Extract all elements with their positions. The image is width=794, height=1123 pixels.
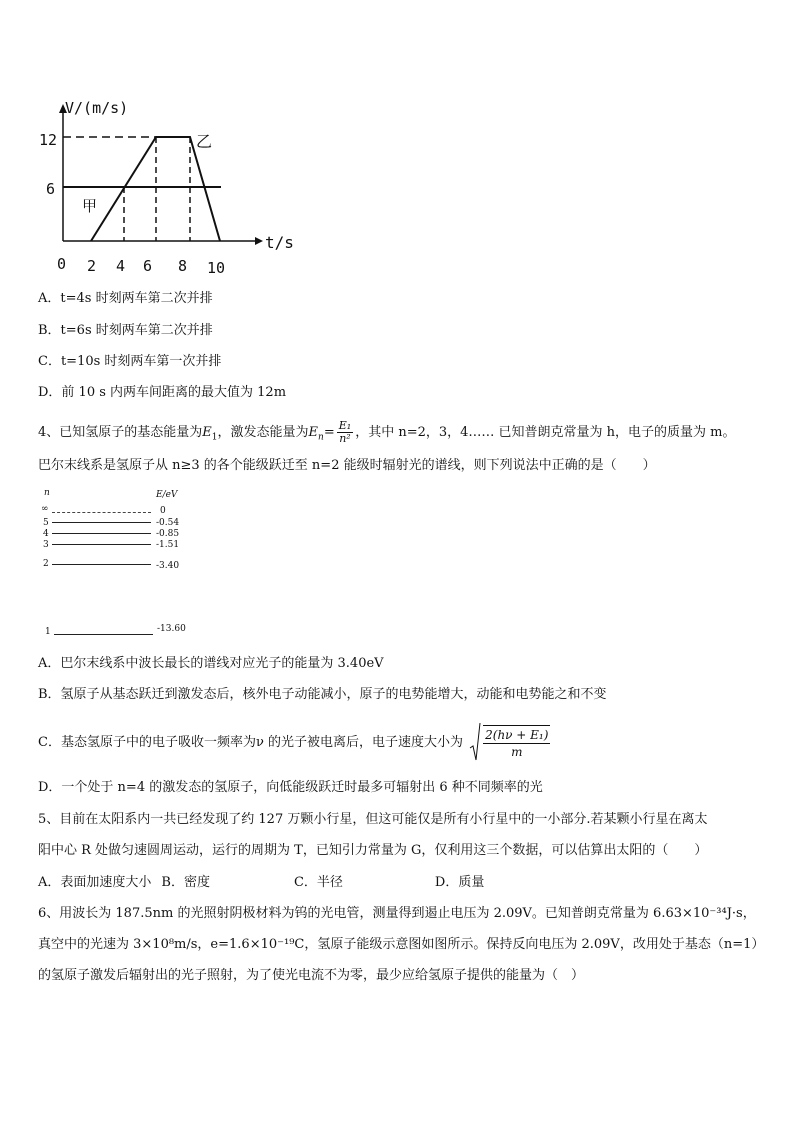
diagram-e-header: E/eV: [156, 490, 178, 500]
level-energy-3: -1.51: [156, 540, 180, 550]
q4-option-c-den: m: [511, 744, 523, 759]
q6-line3: 的氢原子激发后辐射出的光子照射，为了使光电流不为零，最少应给氢原子提供的能量为（ ）: [38, 968, 585, 983]
q4-option-c-sqrt: [469, 722, 552, 763]
level-label-2: 2: [43, 559, 49, 569]
y-tick-6: 6: [46, 180, 56, 198]
level-line-1: [54, 634, 153, 635]
x-tick-2: 2: [87, 257, 97, 275]
q4-option-c-num: 2(hν + E₁): [485, 727, 549, 742]
level-label-5: 5: [43, 518, 49, 528]
q5-option-a: A．表面加速度大小: [38, 875, 152, 890]
q3-option-d: D．前 10 s 内两车间距离的最大值为 12m: [38, 385, 287, 400]
q5-stem-line2: 阳中心 R 处做匀速圆周运动，运行的周期为 T，已知引力常量为 G，仅利用这三个数据，可以估算出太阳的（ ）: [38, 843, 708, 858]
x-tick-10: 10: [207, 259, 226, 277]
q4-option-a: A．巴尔末线系中波长最长的谱线对应光子的能量为 3.40eV: [38, 656, 384, 671]
q5-stem-line1: 5、目前在太阳系内一共已经发现了约 127 万颗小行星，但这可能仅是所有小行星中的一小部分.若某颗小行星在离太: [38, 812, 708, 827]
diagram-n-header: n: [44, 488, 50, 498]
q4-stem-part2: ，激发态能量为: [217, 425, 309, 440]
q4-stem-line2: 巴尔末线系是氢原子从 n≥3 的各个能级跃迁至 n=2 能级时辐射光的谱线，则下列说法中正确的是（ ）: [38, 458, 656, 473]
level-label-inf: ∞: [41, 504, 49, 514]
x-axis-label: t/s: [265, 233, 294, 252]
q4-stem-part3: ，其中 n=2，3，4…… 已知普朗克常量为 h，电子的质量为 m。: [355, 425, 736, 440]
level-line-3: [52, 544, 151, 545]
q3-option-c: C．t=10s 时刻两车第一次并排: [38, 354, 222, 369]
energy-level-diagram: [36, 488, 216, 638]
q5-option-b: B．密度: [161, 875, 210, 890]
level-line-2: [52, 564, 151, 565]
q4-en-sub: n: [318, 432, 324, 443]
q4-stem-part1: 4、已知氢原子的基态能量为: [38, 425, 203, 440]
q4-stem-line1: [38, 420, 736, 447]
q4-frac-den: n²: [339, 432, 351, 445]
label-yi: 乙: [196, 132, 213, 151]
q4-option-c-text: C．基态氢原子中的电子吸收一频率为ν 的光子被电离后，电子速度大小为: [38, 734, 463, 750]
q4-option-d: D．一个处于 n=4 的激发态的氢原子，向低能级跃迁时最多可辐射出 6 种不同频率的光: [38, 780, 543, 795]
q4-e1-sub: 1: [211, 432, 218, 443]
level-label-1: 1: [45, 627, 51, 637]
x-axis-arrow: [255, 237, 263, 245]
q6-line2: 真空中的光速为 3×10⁸m/s，e=1.6×10⁻¹⁹C，氢原子能级示意图如图所示。保持反向电压为 2.09V，改用处于基态（n=1）: [38, 937, 765, 952]
q6-line1: 6、用波长为 187.5nm 的光照射阴极材料为钨的光电管，测量得到遏止电压为 2.09V。已知普朗克常量为 6.63×10⁻³⁴J·s，: [38, 906, 756, 921]
vt-graph-svg: [30, 95, 310, 280]
q3-option-b: B．t=6s 时刻两车第二次并排: [38, 323, 213, 338]
x-tick-6: 6: [143, 257, 153, 275]
q4-energy-fraction: [337, 420, 353, 445]
q3-option-a: A．t=4s 时刻两车第二次并排: [38, 291, 213, 306]
label-jia: 甲: [82, 197, 98, 215]
q4-option-b: B．氢原子从基态跃迁到激发态后，核外电子动能减小，原子的电势能增大，动能和电势能之和不变: [38, 687, 607, 702]
y-tick-12: 12: [39, 131, 58, 149]
level-energy-4: -0.85: [156, 529, 180, 539]
vt-graph: [30, 95, 310, 280]
q4-en: E: [308, 425, 319, 440]
level-line-5: [52, 522, 151, 523]
level-energy-inf: 0: [160, 506, 166, 516]
level-label-3: 3: [43, 540, 49, 550]
x-tick-0: 0: [57, 255, 67, 273]
level-energy-1: -13.60: [157, 624, 186, 634]
q5-option-d: D．质量: [434, 875, 485, 890]
level-label-4: 4: [43, 529, 49, 539]
q4-option-c: [38, 722, 552, 766]
x-tick-8: 8: [178, 257, 188, 275]
sqrt-sign: [469, 722, 481, 762]
q4-eq: =: [323, 425, 335, 440]
x-tick-4: 4: [116, 257, 126, 275]
level-energy-5: -0.54: [156, 518, 180, 528]
y-axis-label: V/(m/s): [65, 99, 129, 117]
q5-option-c: C．半径: [293, 875, 343, 890]
level-energy-2: -3.40: [156, 561, 180, 571]
level-line-4: [52, 533, 151, 534]
level-line-inf: [52, 512, 151, 513]
q4-frac-num: E₁: [338, 419, 352, 432]
q5-options: [38, 874, 484, 892]
q4-option-c-fraction: [483, 725, 550, 760]
q4-e1: E: [202, 425, 212, 440]
